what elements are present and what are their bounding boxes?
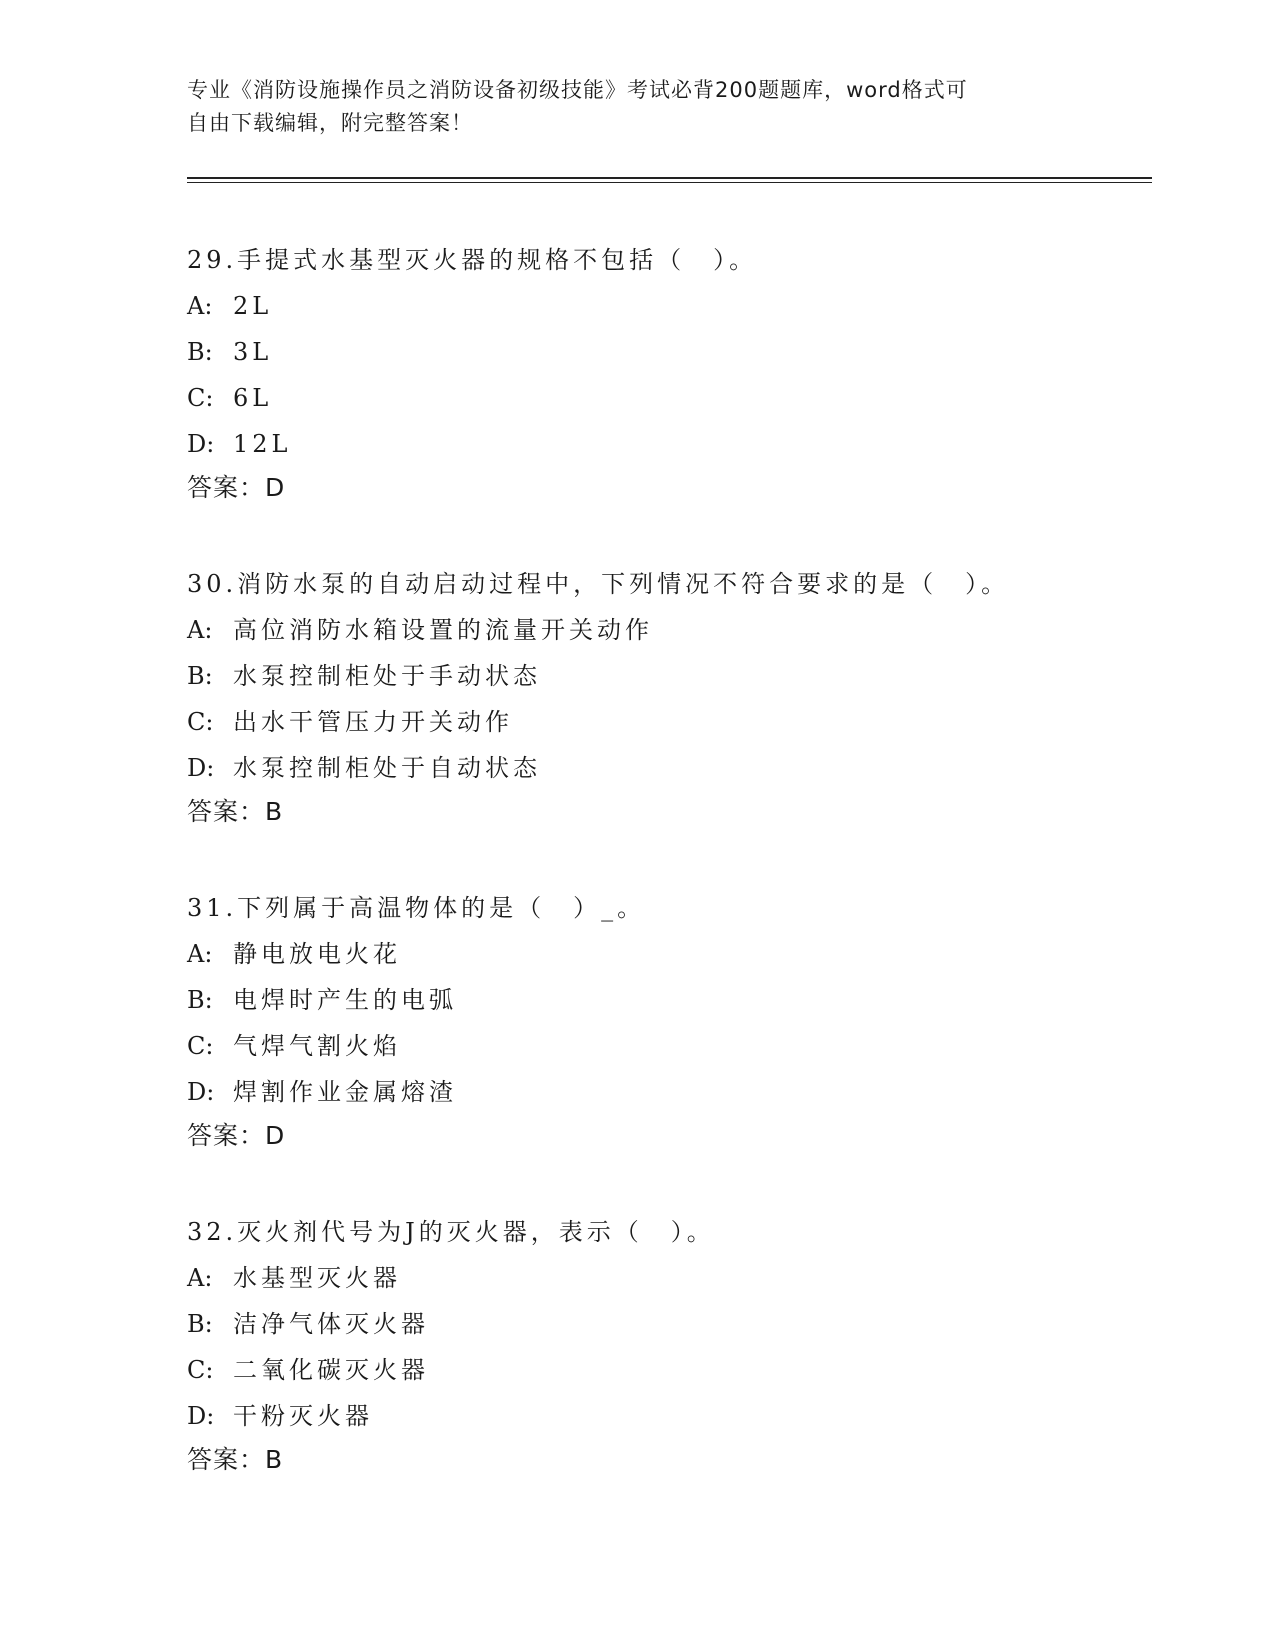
option-text: 12L bbox=[233, 430, 292, 458]
option-label: A: bbox=[187, 940, 213, 968]
option-d bbox=[187, 421, 1147, 467]
option-label: C: bbox=[187, 1032, 214, 1060]
option-label: D: bbox=[187, 754, 215, 782]
document-header bbox=[187, 74, 1087, 140]
option-a bbox=[187, 1255, 1147, 1301]
question-31 bbox=[187, 885, 1147, 1157]
option-d bbox=[187, 745, 1147, 791]
option-d bbox=[187, 1393, 1147, 1439]
option-label: D: bbox=[187, 1078, 215, 1106]
option-c bbox=[187, 1347, 1147, 1393]
question-32 bbox=[187, 1209, 1147, 1481]
option-a bbox=[187, 283, 1147, 329]
option-label: C: bbox=[187, 708, 214, 736]
option-label: B: bbox=[187, 662, 213, 690]
option-text: 二氧化碳灭火器 bbox=[233, 1356, 429, 1384]
answer: 答案：D bbox=[187, 1121, 286, 1150]
question-29 bbox=[187, 237, 1147, 509]
option-text: 干粉灭火器 bbox=[233, 1402, 373, 1430]
header-line-1: 专业《消防设施操作员之消防设备初级技能》考试必背200题题库，word格式可 bbox=[187, 78, 968, 102]
option-label: A: bbox=[187, 292, 213, 320]
option-text: 6L bbox=[233, 384, 273, 412]
option-label: A: bbox=[187, 616, 213, 644]
option-a bbox=[187, 607, 1147, 653]
question-text: 31.下列属于高温物体的是（ ）_。 bbox=[187, 894, 646, 922]
option-label: C: bbox=[187, 384, 214, 412]
option-b bbox=[187, 653, 1147, 699]
question-text: 30.消防水泵的自动启动过程中，下列情况不符合要求的是（ ）。 bbox=[187, 570, 1010, 598]
option-c bbox=[187, 375, 1147, 421]
option-text: 水泵控制柜处于自动状态 bbox=[233, 754, 541, 782]
option-label: D: bbox=[187, 430, 215, 458]
answer: 答案：D bbox=[187, 473, 286, 502]
option-a bbox=[187, 931, 1147, 977]
question-list bbox=[187, 237, 1147, 1533]
answer: 答案：B bbox=[187, 1445, 284, 1474]
header-line-2: 自由下载编辑，附完整答案！ bbox=[187, 111, 473, 135]
option-c bbox=[187, 699, 1147, 745]
answer: 答案：B bbox=[187, 797, 284, 826]
header-divider-thin bbox=[187, 182, 1152, 183]
option-d bbox=[187, 1069, 1147, 1115]
option-text: 水基型灭火器 bbox=[233, 1264, 401, 1292]
question-text: 29.手提式水基型灭火器的规格不包括（ ）。 bbox=[187, 246, 758, 274]
option-label: B: bbox=[187, 1310, 213, 1338]
option-label: C: bbox=[187, 1356, 214, 1384]
option-text: 焊割作业金属熔渣 bbox=[233, 1078, 457, 1106]
option-text: 洁净气体灭火器 bbox=[233, 1310, 429, 1338]
question-text: 32.灭火剂代号为J的灭火器，表示（ ）。 bbox=[187, 1218, 715, 1246]
option-text: 水泵控制柜处于手动状态 bbox=[233, 662, 541, 690]
option-text: 气焊气割火焰 bbox=[233, 1032, 401, 1060]
option-c bbox=[187, 1023, 1147, 1069]
option-text: 2L bbox=[233, 292, 273, 320]
option-label: B: bbox=[187, 338, 213, 366]
header-divider-thick bbox=[187, 177, 1152, 179]
option-b bbox=[187, 329, 1147, 375]
option-text: 电焊时产生的电弧 bbox=[233, 986, 457, 1014]
option-label: A: bbox=[187, 1264, 213, 1292]
option-text: 出水干管压力开关动作 bbox=[233, 708, 513, 736]
question-30 bbox=[187, 561, 1147, 833]
option-text: 高位消防水箱设置的流量开关动作 bbox=[233, 616, 653, 644]
option-b bbox=[187, 1301, 1147, 1347]
option-text: 静电放电火花 bbox=[233, 940, 401, 968]
option-label: B: bbox=[187, 986, 213, 1014]
option-text: 3L bbox=[233, 338, 273, 366]
option-label: D: bbox=[187, 1402, 215, 1430]
option-b bbox=[187, 977, 1147, 1023]
